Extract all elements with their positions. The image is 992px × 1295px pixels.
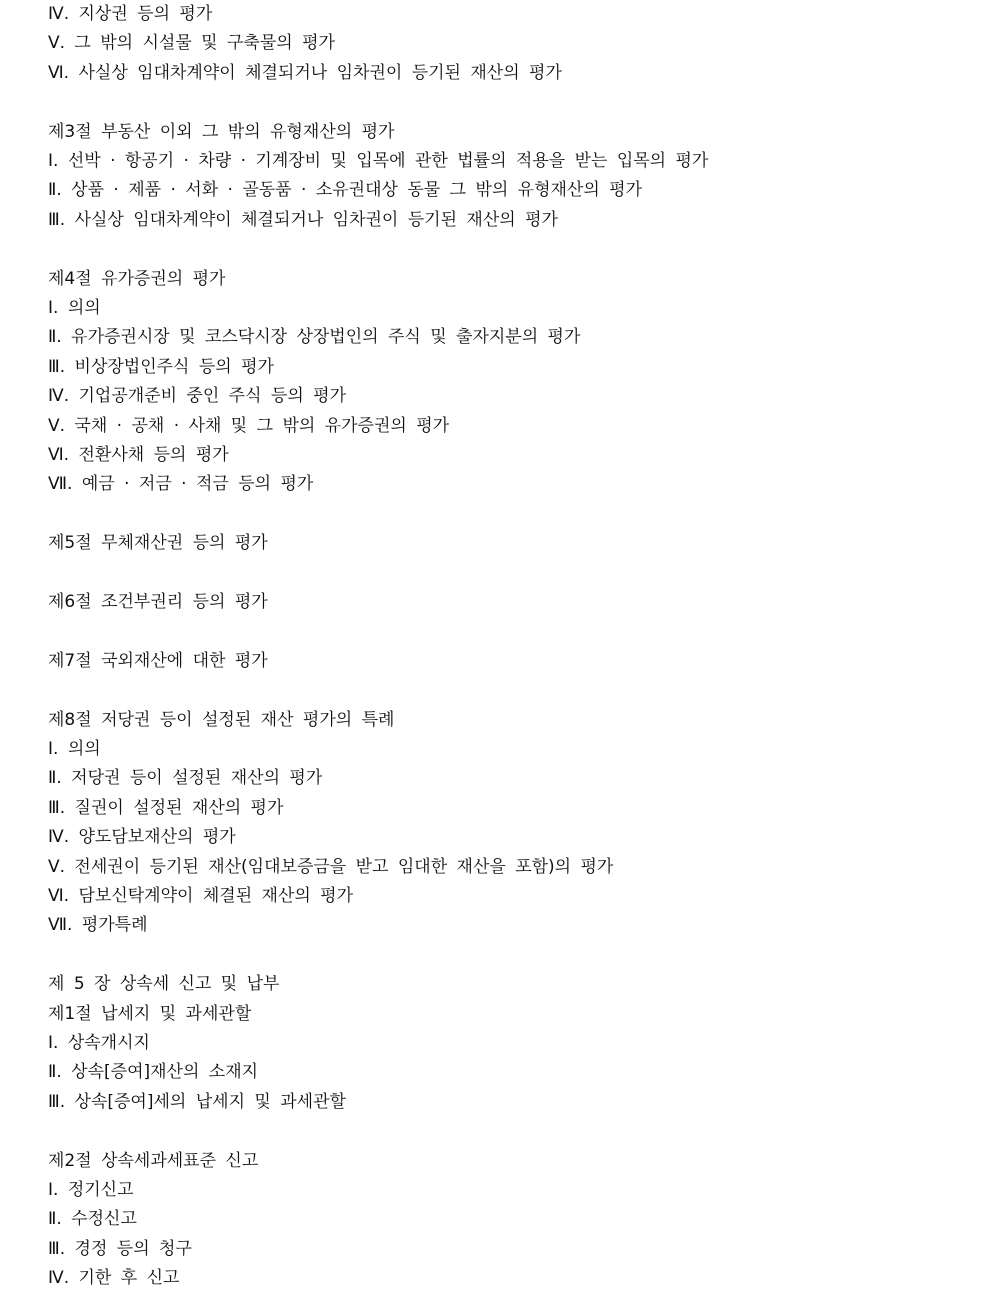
toc-entry: Ⅲ. 상속[증여]세의 납세지 및 과세관할 (48, 1091, 346, 1112)
toc-entry: Ⅲ. 사실상 임대차계약이 체결되거나 임차권이 등기된 재산의 평가 (48, 209, 558, 230)
toc-entry: Ⅲ. 경정 등의 청구 (48, 1238, 192, 1259)
toc-entry: 제8절 저당권 등이 설정된 재산 평가의 특례 (48, 709, 395, 730)
toc-entry: 제6절 조건부권리 등의 평가 (48, 592, 268, 612)
toc-entry: Ⅰ. 의의 (48, 298, 101, 318)
toc-entry: Ⅰ. 선박 · 항공기 · 차량 · 기계장비 및 입목에 관한 법률의 적용을 받는 입목의 평가 (48, 151, 709, 171)
toc-entry: Ⅱ. 저당권 등이 설정된 재산의 평가 (48, 768, 323, 789)
toc-entry: Ⅱ. 수정신고 (48, 1209, 137, 1230)
toc-entry: Ⅶ. 평가특례 (48, 915, 148, 936)
toc-entry: Ⅴ. 전세권이 등기된 재산(임대보증금을 받고 임대한 재산을 포함)의 평가 (48, 856, 614, 877)
toc-entry: 제 5 장 상속세 신고 및 납부 (48, 974, 280, 995)
toc-entry: Ⅳ. 기한 후 신고 (48, 1268, 180, 1289)
toc-entry: 제5절 무체재산권 등의 평가 (48, 533, 268, 554)
toc-entry: Ⅴ. 그 밖의 시설물 및 구축물의 평가 (48, 33, 335, 54)
toc-entry: 제4절 유가증권의 평가 (48, 268, 226, 289)
toc-entry: Ⅴ. 국채 · 공채 · 사채 및 그 밖의 유가증권의 평가 (48, 415, 450, 436)
toc-entry: Ⅵ. 담보신탁계약이 체결된 재산의 평가 (48, 886, 354, 906)
toc-entry: Ⅳ. 지상권 등의 평가 (48, 4, 213, 24)
toc-entry: 제3절 부동산 이외 그 밖의 유형재산의 평가 (48, 121, 395, 142)
toc-entry: Ⅰ. 상속개시지 (48, 1033, 150, 1053)
toc-entry: Ⅱ. 상품 · 제품 · 서화 · 골동품 · 소유권대상 동물 그 밖의 유형재산의 평가 (48, 180, 643, 201)
toc-entry: Ⅰ. 의의 (48, 739, 101, 759)
toc-entry: 제2절 상속세과세표준 신고 (48, 1150, 259, 1171)
toc-entry: Ⅵ. 사실상 임대차계약이 체결되거나 임차권이 등기된 재산의 평가 (48, 62, 562, 83)
toc-entry: 제1절 납세지 및 과세관할 (48, 1003, 252, 1024)
toc-entry: Ⅱ. 상속[증여]재산의 소재지 (48, 1062, 259, 1083)
toc-entry: Ⅳ. 양도담보재산의 평가 (48, 827, 236, 848)
toc-entry: Ⅵ. 전환사채 등의 평가 (48, 445, 229, 465)
toc-entry: Ⅳ. 기업공개준비 중인 주식 등의 평가 (48, 386, 347, 407)
toc-entry: Ⅰ. 정기신고 (48, 1180, 134, 1200)
toc-entry: 제7절 국외재산에 대한 평가 (48, 650, 268, 671)
toc-entry: Ⅶ. 예금 · 저금 · 적금 등의 평가 (48, 474, 314, 495)
toc-entry: Ⅱ. 유가증권시장 및 코스닥시장 상장법인의 주식 및 출자지분의 평가 (48, 327, 581, 348)
toc-entry: Ⅲ. 비상장법인주식 등의 평가 (48, 356, 274, 377)
toc-entry: Ⅲ. 질권이 설정된 재산의 평가 (48, 797, 284, 818)
